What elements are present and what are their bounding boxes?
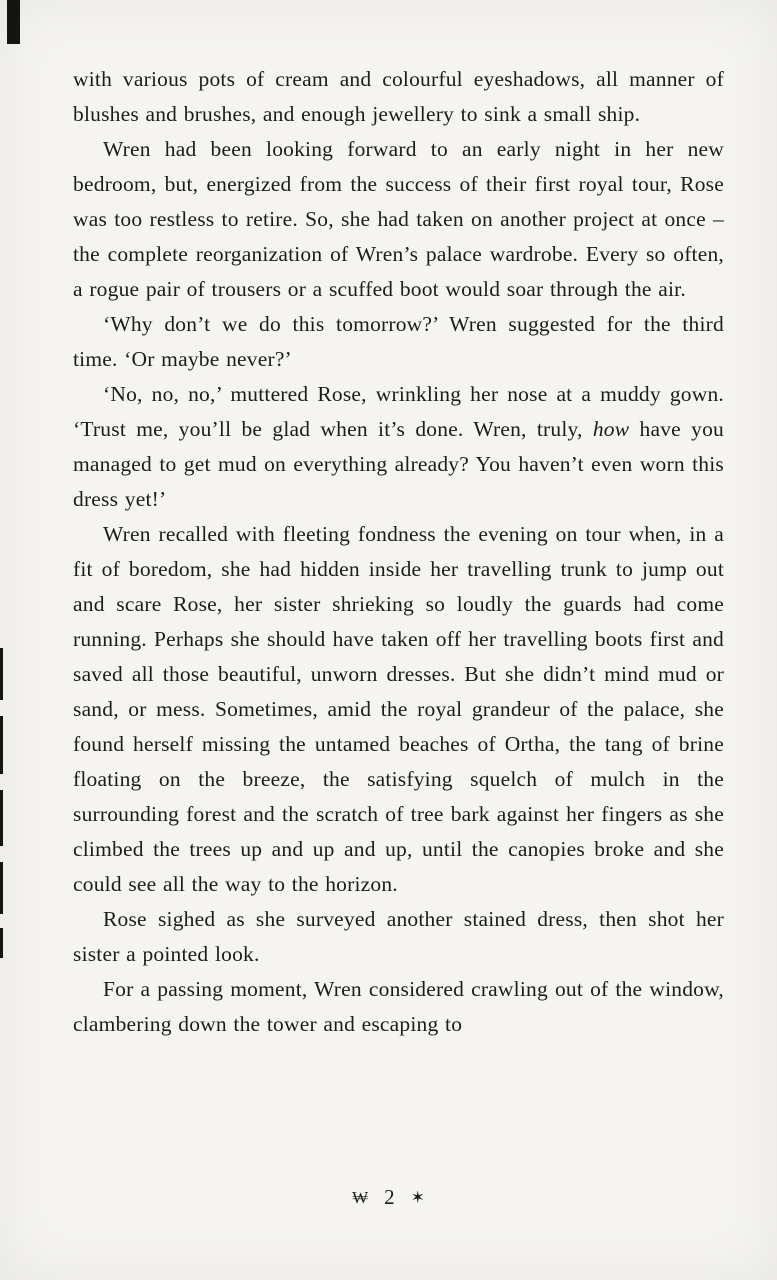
paragraph: Wren had been looking forward to an early night in her new bedroom, but, energized from the success of their first royal tour, Rose was too restless to retire. So, she had taken on another project at once – the complete reorganization of Wren’s palace wardrobe. Every so often, a rogue pair of trousers or a scuffed boot would soar through the air. <box>73 137 724 301</box>
paragraph <box>73 377 724 517</box>
scan-artifact <box>0 928 3 958</box>
scan-artifact <box>0 648 3 700</box>
paragraph: ‘Why don’t we do this tomorrow?’ Wren suggested for the third time. ‘Or maybe never?’ <box>73 312 724 371</box>
crown-ornament-icon: ₩ <box>352 1188 369 1207</box>
paragraph: Rose sighed as she surveyed another stained dress, then shot her sister a pointed look. <box>73 907 724 966</box>
paragraph-segment: ‘No, no, no,’ muttered Rose, wrinkling her nose at a muddy gown. ‘Trust me, you’ll be glad when it’s done. Wren, truly, <box>73 382 724 441</box>
scan-artifact <box>0 790 3 846</box>
page-footer <box>0 1185 777 1210</box>
paragraph-segment: have you managed to get mud on everything already? You haven’t even worn this dress yet!’ <box>73 417 725 511</box>
scan-artifact <box>0 716 3 774</box>
paragraph: Wren recalled with fleeting fondness the evening on tour when, in a fit of boredom, she had hidden inside her travelling trunk to jump out and scare Rose, her sister shrieking so loudly the guards had come running. Perhaps she should have taken off her travelling boots first and saved all those beautiful, unworn dresses. But she didn’t mind mud or sand, or mess. Sometimes, amid the royal grandeur of the palace, she found herself missing the untamed beaches of Ortha, the tang of brine floating on the breeze, the satisfying squelch of mulch in the surrounding forest and the scratch of tree bark against her fingers as she climbed the trees up and up and up, until the canopies broke and she could see all the way to the horizon. <box>73 522 724 896</box>
paragraph: For a passing moment, Wren considered crawling out of the window, clambering down the tower and escaping to <box>73 977 724 1036</box>
paragraph-segment-italic: how <box>592 417 630 441</box>
scan-artifact <box>7 0 20 44</box>
star-ornament-icon: ✶ <box>410 1188 425 1207</box>
page-number: 2 <box>384 1185 395 1209</box>
body-text <box>73 62 724 1042</box>
scan-artifact <box>0 862 3 914</box>
paragraph: with various pots of cream and colourful eyeshadows, all manner of blushes and brushes, and enough jewellery to sink a small ship. <box>73 67 724 126</box>
